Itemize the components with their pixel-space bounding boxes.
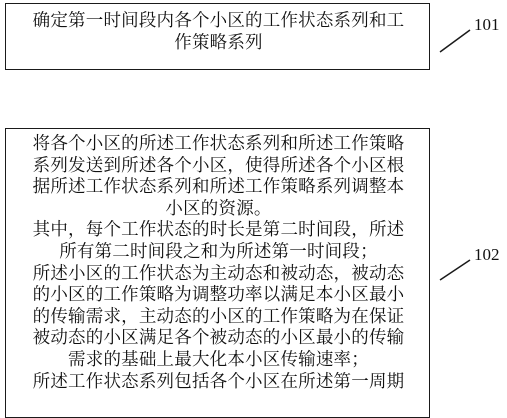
step-101-line: 确定第一时间段内各个小区的工作状态系列和工 <box>32 11 405 31</box>
step-102-line: 将各个小区的所述工作状态系列和所述工作策略 <box>32 134 405 154</box>
step-label-101: 101 <box>474 15 500 34</box>
step-102-line: 其中，每个工作状态的时长是第二时间段，所述 <box>32 220 405 241</box>
step-102-line: 小区的资源。 <box>165 198 272 219</box>
step-102-line: 需求的基础上最大化本小区传输速率； <box>68 349 369 370</box>
step-102-line: 据所述工作状态系列和所述工作策略系列调整本 <box>32 177 405 198</box>
step-102-line: 的小区的工作策略为调整功率以满足本小区最小 <box>32 285 405 306</box>
step-102-line: 的传输需求，主动态的小区的工作策略为在保证 <box>32 306 405 327</box>
step-101-line: 作策略系列 <box>174 32 263 53</box>
step-102-line: 系列发送到所述各个小区，使得所述各个小区根 <box>32 155 405 176</box>
step-102-line: 被动态的小区满足各个被动态的小区最小的传输 <box>32 328 405 349</box>
step-102-line: 所述工作状态系列包括各个小区在所述第一周期 <box>32 371 405 392</box>
step-102-line: 所有第二时间段之和为所述第一时间段； <box>59 241 378 262</box>
step-label-102: 102 <box>474 245 500 264</box>
leader-line-102 <box>440 260 470 280</box>
step-102-line: 所述小区的工作状态为主动态和被动态，被动态 <box>32 263 405 284</box>
leader-line-101 <box>440 30 470 52</box>
